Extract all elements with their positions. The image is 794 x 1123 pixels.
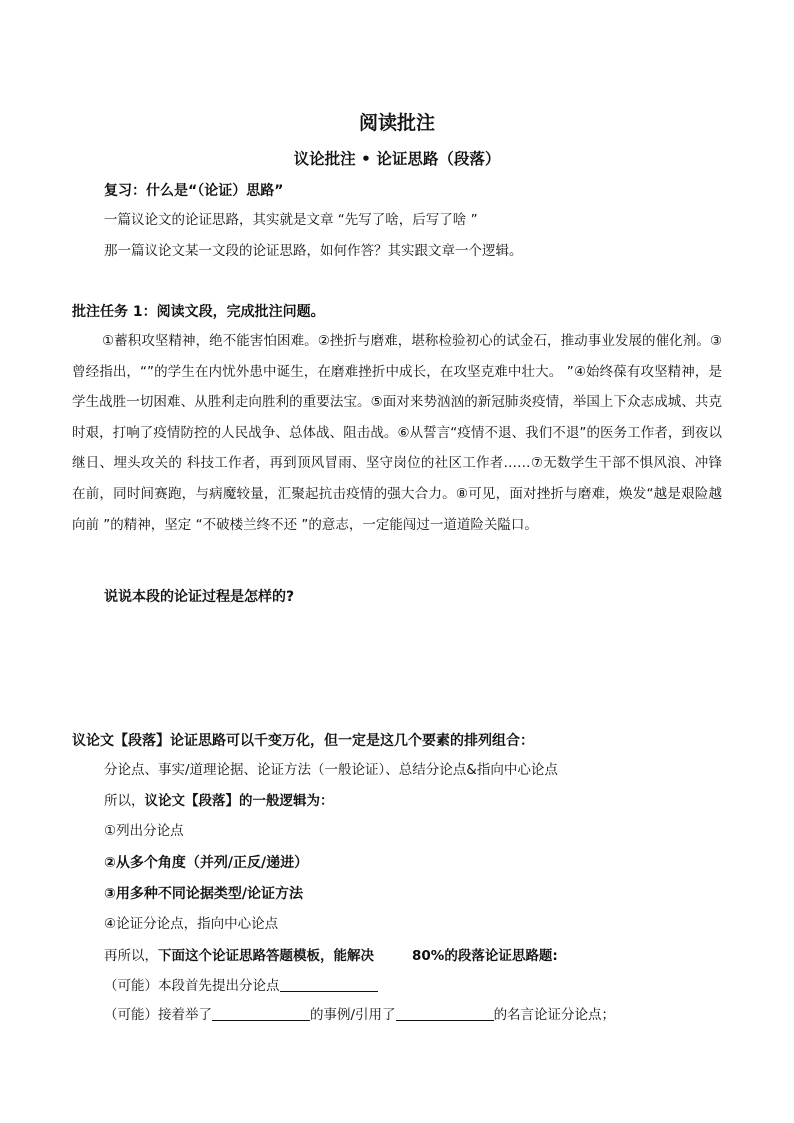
template-intro-bold: 下面这个论证思路答题模板，能解决	[158, 948, 374, 964]
step-4: ④论证分论点，指向中心论点	[104, 916, 279, 932]
answer-blank[interactable]	[212, 1006, 310, 1021]
logic-bold: 议论文【段落】的一般逻辑为：	[144, 793, 334, 809]
page-subtitle: 议论批注 • 论证思路（段落）	[293, 150, 501, 168]
answer-blank[interactable]	[280, 977, 378, 992]
step-1: ①列出分论点	[104, 823, 184, 839]
elements-heading: 议论文【段落】论证思路可以千变万化，但一定是这几个要素的排列组合：	[72, 733, 534, 749]
template-intro-percent: 80%的段落论证思路题:	[412, 948, 558, 964]
template-line-2-c: 的名言论证分论点；	[493, 1007, 616, 1023]
step-3: ③用多种不同论据类型/论证方法	[104, 886, 303, 902]
page-title: 阅读批注	[358, 112, 435, 134]
template-line-2-a: （可能）接着举了	[104, 1007, 212, 1023]
template-intro-prefix: 再所以，	[104, 948, 158, 964]
review-line-2: 那一篇议论文某一文段的论证思路，如何作答？其实跟文章一个逻辑。	[104, 243, 523, 259]
template-line-1	[104, 976, 378, 996]
reading-passage	[72, 326, 722, 540]
review-line-1: 一篇议论文的论证思路，其实就是文章 “先写了啥，后写了啥 ”	[104, 212, 478, 228]
elements-list: 分论点、事实/道理论据、论证方法（一般论证）、总结分论点&指向中心论点	[104, 762, 558, 778]
task-question: 说说本段的论证过程是怎样的?	[104, 589, 295, 605]
template-line-2	[104, 1005, 615, 1025]
task-label: 批注任务 1：阅读文段，完成批注问题。	[72, 304, 325, 320]
template-intro	[104, 946, 558, 966]
template-line-1-text: （可能）本段首先提出分论点	[104, 978, 280, 994]
passage-text: ①蓄积攻坚精神，绝不能害怕困难。②挫折与磨难，堪称检验初心的试金石，推动事业发展的催化剂。③曾经指出，“”的学生在内忧外患中诞生，在磨难挫折中成长，在攻坚克难中壮大。 ”④始终葆有攻坚精神，是学生战胜一切困难、从胜利走向胜利的重要法宝。⑤面对来势汹汹的新冠肺炎疫情，举国上下众志成城、共克时艰，打响了疫情防控的人民战争、总体战、阻击战。⑥从誓言“疫情不退、我们不退”的医务工作者，到夜以继日、埋头攻关的 科技工作者，再到顶风冒雨、坚守岗位的社区工作者……⑦无数学生干部不惧风浪、冲锋在前，同时间赛跑，与病魔较量，汇聚起抗击疫情的强大合力。⑧可见，面对挫折与磨难，焕发“越是艰险越向前 ”的精神，坚定 “不破楼兰终不还 ”的意志，一定能闯过一道道险关隘口。	[72, 333, 722, 533]
answer-blank[interactable]	[396, 1006, 494, 1021]
step-2: ②从多个角度（并列/正反/递进）	[104, 855, 309, 871]
logic-line	[104, 791, 334, 811]
logic-prefix: 所以，	[104, 793, 145, 809]
review-heading: 复习：什么是“（论证）思路”	[104, 183, 284, 199]
template-line-2-b: 的事例/引用了	[310, 1007, 396, 1023]
